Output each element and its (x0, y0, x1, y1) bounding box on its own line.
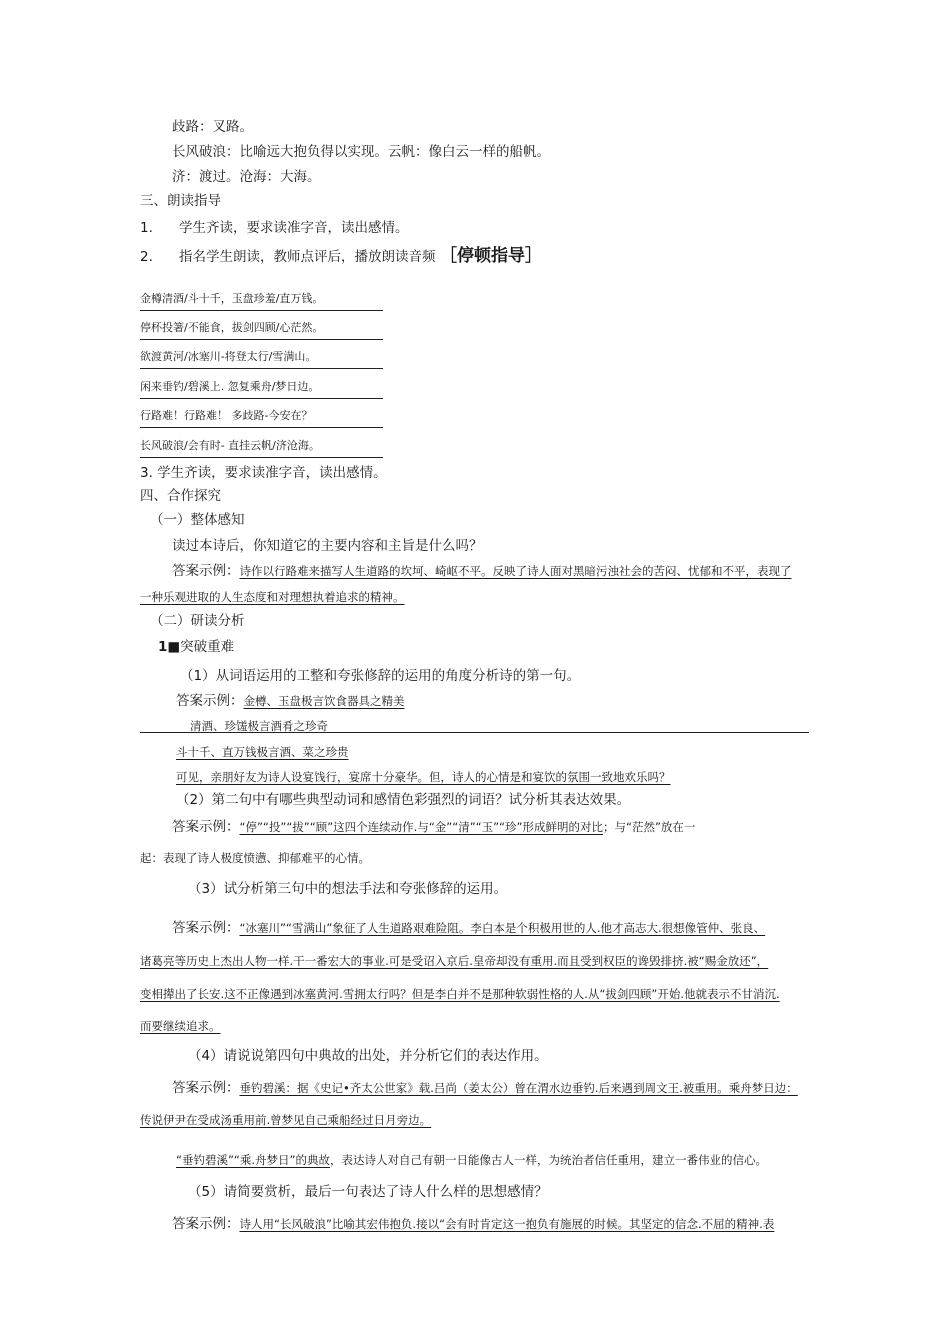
list-item-text: 学生齐读，要求读准字音，读出感情。 (179, 220, 409, 236)
answer-label: 答案示例： (172, 1080, 240, 1096)
answer-text: “停”“投”“拔”“顾”这四个连续动作.与“金”“清”“玉”“珍”形成鲜明的对比 (239, 820, 603, 834)
question-text: （1）从词语运用的工整和夸张修辞的运用的角度分析诗的第一句。 (180, 668, 581, 684)
answer-line (172, 1079, 798, 1097)
answer-line (172, 562, 792, 580)
question-text: （3）试分析第三句中的想法手法和夸张修辞的运用。 (188, 881, 508, 897)
answer-text: 一种乐观进取的人生态度和对理想执着追求的精神。 (140, 590, 405, 604)
answer-line (172, 1215, 774, 1233)
section-heading: 四、合作探究 (140, 488, 221, 504)
answer-text: 起：表现了诗人极度愤懑、抑郁难平的心情。 (140, 851, 370, 865)
answer-text: 传说伊尹在受成汤重用前.曾梦见自己乘船经过日月旁边。 (140, 1113, 432, 1127)
point-heading (158, 638, 234, 656)
answer-text: 诗作以行路难来描写人生道路的坎坷、崎岖不平。反映了诗人面对黑暗污浊社会的苦闷、忧郁和不平，表现了 (239, 564, 792, 578)
definition-line: 歧路：叉路。 (172, 119, 253, 135)
answer-text: 诗人用“长风破浪”比喻其宏伟抱负.接以“会有时肯定这一抱负有施展的时候。其坚定的信念.不屈的精神.表 (239, 1217, 775, 1231)
answer-text: 变相撵出了长安.这不正像遇到冰塞黄河.雪拥太行吗？但是李白并不是那种软弱性格的人.从“拔剑四顾”开始.他就表示不甘消沉. (140, 987, 780, 1001)
answer-line (172, 818, 695, 836)
poem-line: 长风破浪/会有时- 直挂云帆/济沧海。 (140, 437, 383, 458)
answer-label: 答案示例： (172, 920, 240, 936)
section-heading: 三、朗读指导 (140, 193, 221, 209)
poem-line: 行路难！行路难！ 多歧路-今安在？ (140, 407, 383, 428)
answer-label: 答案示例： (172, 563, 240, 579)
answer-text: 而要继续追求。 (140, 1019, 221, 1033)
poem-line: 停杯投箸/不能食，拔剑四顾/心茫然。 (140, 319, 383, 340)
list-item-number: 2. (140, 249, 153, 265)
answer-text: 诸葛亮等历史上杰出人物一样.干一番宏大的事业.可是受诏入京后.皇帝却没有重用.而且受到权臣的谗毁排挤.被“赐金放还”， (140, 954, 769, 968)
question-text: （4）请说说第四句中典故的出处，并分析它们的表达作用。 (188, 1048, 548, 1064)
subsection-heading: （一）整体感知 (150, 512, 245, 528)
answer-text: “冰塞川”“雪满山”象征了人生道路艰难险阻。李白本是个积极用世的人.他才高志大.很想像管仲、张良、 (239, 921, 766, 935)
answer-text: 斗十千、直万钱极言酒、菜之珍贵 (176, 745, 349, 759)
answer-line (176, 692, 405, 710)
question-text: （5）请简要赏析，最后一句表达了诗人什么样的思想感情？ (188, 1184, 548, 1200)
answer-label: 答案示例： (176, 693, 244, 709)
list-item-text: 指名学生朗读，教师点评后，播放朗读音频 (179, 249, 436, 265)
point-text: 突破重难 (180, 639, 235, 655)
definition-line: 长风破浪：比喻远大抱负得以实现。云帆：像白云一样的船帆。 (172, 144, 550, 160)
answer-text: 金樽、玉盘极言饮食器具之精美 (243, 694, 405, 708)
question-text: 读过本诗后，你知道它的主要内容和主旨是什么吗？ (172, 538, 483, 554)
poem-line: 闲来垂钓/碧溪上. 忽复乘舟/梦日边。 (140, 378, 383, 399)
list-item-text: 3. 学生齐读，要求读准字音，读出感情。 (140, 465, 387, 481)
answer-line (172, 919, 765, 937)
answer-text: ，表达诗人对自己有朝一日能像古人一样，为统治者信任重用，建立一番伟业的信心。 (330, 1153, 767, 1167)
question-text: （2）第二句中有哪些典型动词和感情色彩强烈的词语？试分析其表达效果。 (176, 792, 631, 808)
poem-line: 金樽清酒/斗十千，玉盘珍羞/直万钱。 (140, 290, 383, 311)
answer-text: ；与“茫然”放在一 (602, 820, 696, 834)
answer-text: “垂钓碧溪”“乘.舟梦日”的典故 (176, 1153, 330, 1167)
list-item-number: 1. (140, 220, 153, 236)
subsection-heading: （二）研读分析 (150, 613, 245, 629)
answer-text: 可见，亲朋好友为诗人设宴饯行，宴席十分豪华。但，诗人的心情是和宴饮的氛围一致地欢乐吗？ (176, 770, 671, 784)
pause-guide-heading: ［停顿指导］ (440, 246, 542, 266)
answer-line (176, 1151, 767, 1169)
divider-line (140, 732, 809, 733)
answer-text: 垂钓碧溪：据《史记•齐太公世家》载.吕尚（姜太公）曾在渭水边垂钓.后来遇到周文王.被重用。乘舟梦日边： (239, 1081, 798, 1095)
answer-label: 答案示例： (172, 1216, 240, 1232)
poem-line: 欲渡黄河/冰塞川-将登太行/雪满山。 (140, 348, 383, 369)
point-number: 1■ (158, 639, 181, 655)
answer-text: 清酒、珍馐极言酒肴之珍奇 (190, 719, 328, 733)
answer-label: 答案示例： (172, 819, 240, 835)
definition-line: 济：渡过。沧海：大海。 (172, 169, 321, 185)
